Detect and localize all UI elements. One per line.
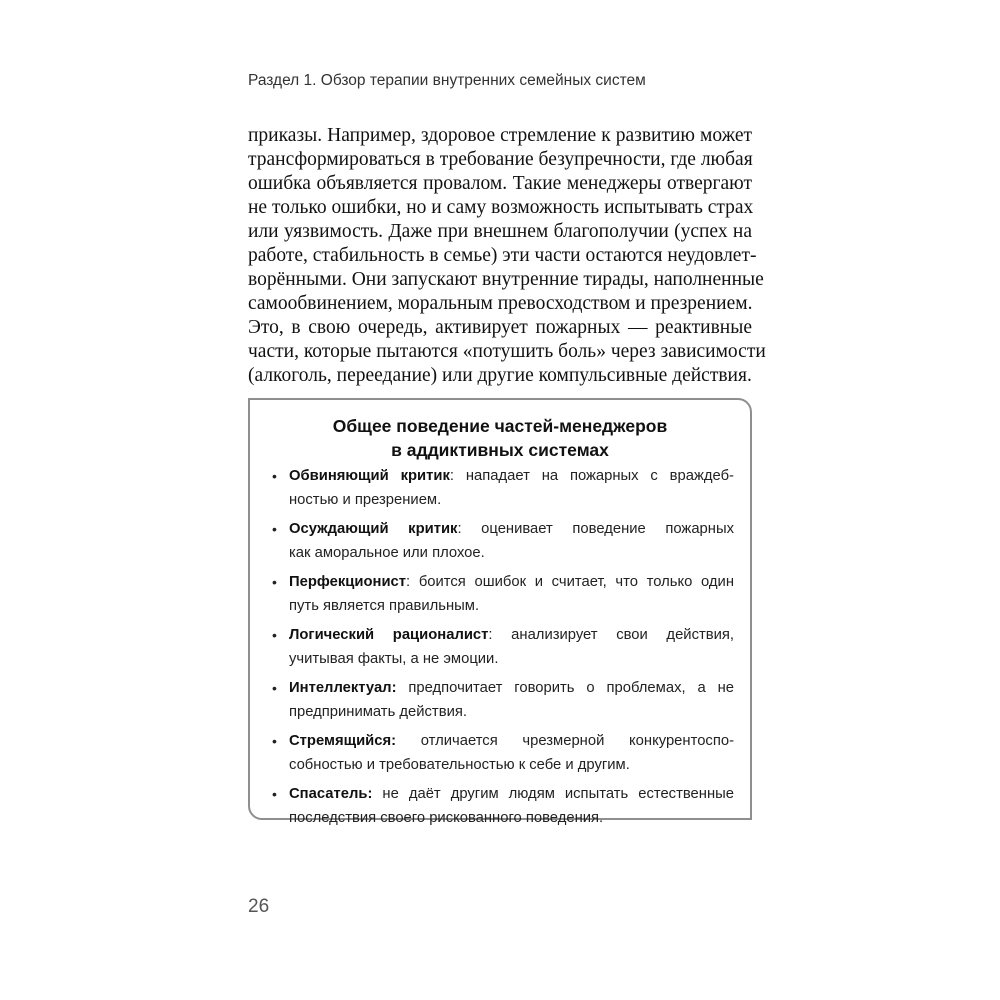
body-paragraph bbox=[248, 124, 766, 388]
item-line bbox=[289, 676, 734, 700]
item-line bbox=[289, 729, 734, 753]
list-item bbox=[272, 729, 734, 777]
body-line: ошибка объявляется провалом. Такие менеджеры отвергают bbox=[248, 173, 752, 194]
list-item bbox=[272, 570, 734, 618]
body-line: части, которые пытаются «потушить боль» через зависимости bbox=[248, 341, 766, 362]
body-line: приказы. Например, здоровое стремление к развитию может bbox=[248, 125, 752, 146]
page-number: 26 bbox=[248, 896, 270, 917]
bullet-icon: • bbox=[272, 786, 277, 802]
item-term: Логический рационалист bbox=[289, 627, 489, 643]
item-line: как аморальное или плохое. bbox=[289, 545, 485, 561]
body-line: самообвинением, моральным превосходством и презрением. bbox=[248, 293, 753, 314]
running-head: Раздел 1. Обзор терапии внутренних семейных систем bbox=[248, 72, 646, 89]
body-line: Это, в свою очередь, активирует пожарных — реактивные bbox=[248, 317, 752, 338]
item-description: предпочитает говорить о проблемах, а не bbox=[396, 680, 734, 696]
body-line: (алкоголь, переедание) или другие компульсивные действия. bbox=[248, 365, 752, 386]
item-line bbox=[289, 623, 734, 647]
item-term: Осуждающий критик bbox=[289, 521, 458, 537]
list-item bbox=[272, 464, 734, 512]
body-line: ворёнными. Они запускают внутренние тирады, наполненные bbox=[248, 269, 764, 290]
item-line: собностью и требовательностью к себе и другим. bbox=[289, 757, 630, 773]
bullet-icon: • bbox=[272, 627, 277, 643]
body-line: или уязвимость. Даже при внешнем благополучии (успех на bbox=[248, 221, 752, 242]
item-term: Интеллектуал: bbox=[289, 680, 397, 696]
body-line: работе, стабильность в семье) эти части остаются неудовлет- bbox=[248, 245, 757, 266]
item-description: : боится ошибок и считает, что только один bbox=[406, 574, 734, 590]
item-line: последствия своего рискованного поведения. bbox=[289, 810, 604, 826]
bullet-icon: • bbox=[272, 468, 277, 484]
sidebar-box bbox=[248, 398, 752, 826]
bullet-list bbox=[272, 464, 734, 835]
box-title-line: Общее поведение частей-менеджеров bbox=[332, 416, 668, 436]
bullet-icon: • bbox=[272, 680, 277, 696]
item-description: : нападает на пожарных с враждеб- bbox=[449, 468, 734, 484]
item-description: : анализирует свои действия, bbox=[488, 627, 734, 643]
bullet-icon: • bbox=[272, 521, 277, 537]
list-item bbox=[272, 623, 734, 671]
item-line: учитывая факты, а не эмоции. bbox=[289, 651, 499, 667]
item-line bbox=[289, 517, 734, 541]
bullet-icon: • bbox=[272, 574, 277, 590]
item-line bbox=[289, 782, 734, 806]
item-term: Перфекционист bbox=[289, 574, 407, 590]
list-item bbox=[272, 676, 734, 724]
item-line: ностью и презрением. bbox=[289, 492, 442, 508]
item-term: Обвиняющий критик bbox=[289, 468, 450, 484]
item-line: путь является правильным. bbox=[289, 598, 480, 614]
bullet-icon: • bbox=[272, 733, 277, 749]
item-term: Спасатель: bbox=[289, 786, 373, 802]
box-title bbox=[250, 414, 750, 462]
body-line: не только ошибки, но и саму возможность испытывать страх bbox=[248, 197, 754, 218]
item-line bbox=[289, 570, 734, 594]
item-term: Стремящийся: bbox=[289, 733, 397, 749]
item-line: предпринимать действия. bbox=[289, 704, 467, 720]
item-description: : оценивает поведение пожарных bbox=[457, 521, 734, 537]
list-item bbox=[272, 517, 734, 565]
list-item bbox=[272, 782, 734, 830]
box-title-line: в аддиктивных системах bbox=[391, 440, 609, 460]
item-line bbox=[289, 464, 734, 488]
item-description: отличается чрезмерной конкурентоспо- bbox=[396, 733, 734, 749]
item-description: не даёт другим людям испытать естественные bbox=[372, 786, 734, 802]
body-line: трансформироваться в требование безупречности, где любая bbox=[248, 149, 753, 170]
